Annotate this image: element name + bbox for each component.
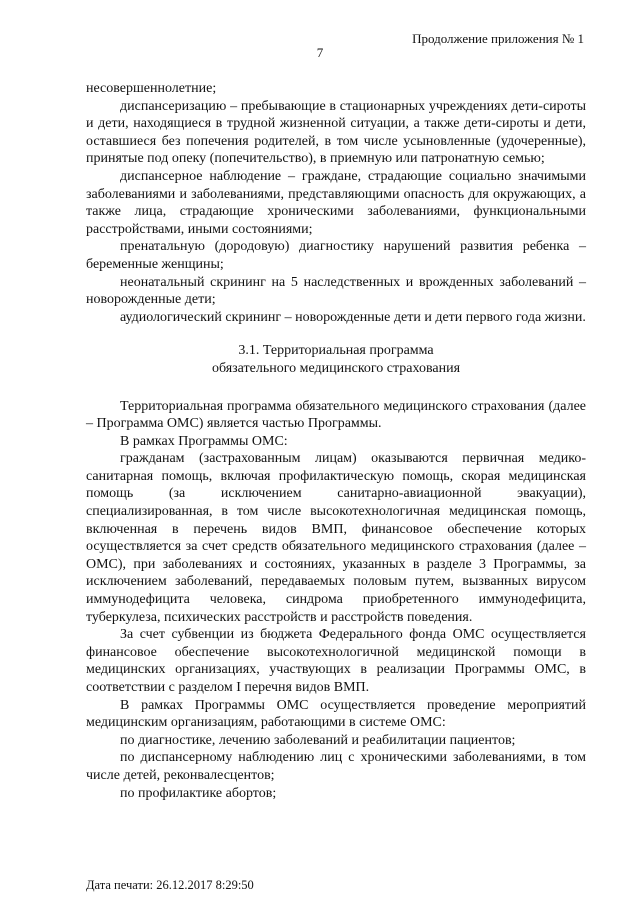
paragraph: неонатальный скрининг на 5 наследственных и врожденных заболеваний – новорожденные дети; bbox=[86, 274, 586, 308]
section-heading bbox=[86, 342, 586, 377]
paragraph: по диспансерному наблюдению лиц с хроническими заболеваниями, в том числе детей, реконвалесцентов; bbox=[86, 750, 586, 783]
paragraph: несовершеннолетние; bbox=[86, 81, 217, 96]
paragraph: В рамках Программы ОМС: bbox=[120, 433, 288, 449]
print-date: Дата печати: 26.12.2017 8:29:50 bbox=[86, 878, 254, 892]
page-number: 7 bbox=[316, 45, 324, 60]
paragraph: аудиологический скрининг – новорожденные дети и дети первого года жизни. bbox=[120, 309, 586, 325]
paragraph: В рамках Программы ОМС осуществляется проведение мероприятий медицинским организациям, работающими в системе ОМС: bbox=[86, 697, 586, 731]
paragraph: За счет субвенции из бюджета Федерального фонда ОМС осуществляется финансовое обеспечение высокотехнологичной медицинской помощи в медицинских организациях, участвующих в реализации Программы ОМС, в соответствии с разделом I перечня видов ВМП. bbox=[86, 627, 586, 695]
paragraph: Территориальная программа обязательного медицинского страхования (далее – Программа ОМС) является частью Программы. bbox=[86, 398, 586, 432]
paragraph: по диагностике, лечению заболеваний и реабилитации пациентов; bbox=[120, 732, 516, 748]
section-heading-line: обязательного медицинского страхования bbox=[211, 360, 461, 376]
document-body bbox=[86, 80, 586, 802]
paragraph: диспансерное наблюдение – граждане, страдающие социально значимыми заболеваниями и заболеваниями, представляющими опасность для окружающих, а также лица, страдающие хроническими заболеваниями, функциональными расстройствами, иными состояниями; bbox=[86, 168, 586, 237]
paragraph: по профилактике абортов; bbox=[120, 785, 277, 801]
section-heading-line: 3.1. Территориальная программа bbox=[238, 343, 434, 359]
paragraph: диспансеризацию – пребывающие в стационарных учреждениях дети-сироты и дети, находящиеся в трудной жизненной ситуации, а также дети-сироты и дети, оставшиеся без попечения родителей, в том числе усыновленные (удочеренные), принятые под опеку (попечительство), в приемную или патронатную семью; bbox=[86, 98, 586, 167]
paragraph: пренатальную (дородовую) диагностику нарушений развития ребенка – беременные женщины; bbox=[86, 239, 586, 272]
continuation-label: Продолжение приложения № 1 bbox=[412, 31, 584, 46]
paragraph: гражданам (застрахованным лицам) оказываются первичная медико-санитарная помощь, включая профилактическую помощь, скорая медицинская помощь (за исключением санитарно-авиационной эвакуации), специализированная, в том числе высокотехнологичная медицинская помощь, включенная в перечень видов ВМП, финансовое обеспечение которых осуществляется за счет средств обязательного медицинского страхования (далее – ОМС), при заболеваниях и состояниях, указанных в разделе 3 Программы, за исключением заболеваний, передаваемых половым путем, вызванных вирусом иммунодефицита человека, синдрома приобретенного иммунодефицита, туберкулеза, психических расстройств и расстройств поведения. bbox=[86, 451, 586, 625]
